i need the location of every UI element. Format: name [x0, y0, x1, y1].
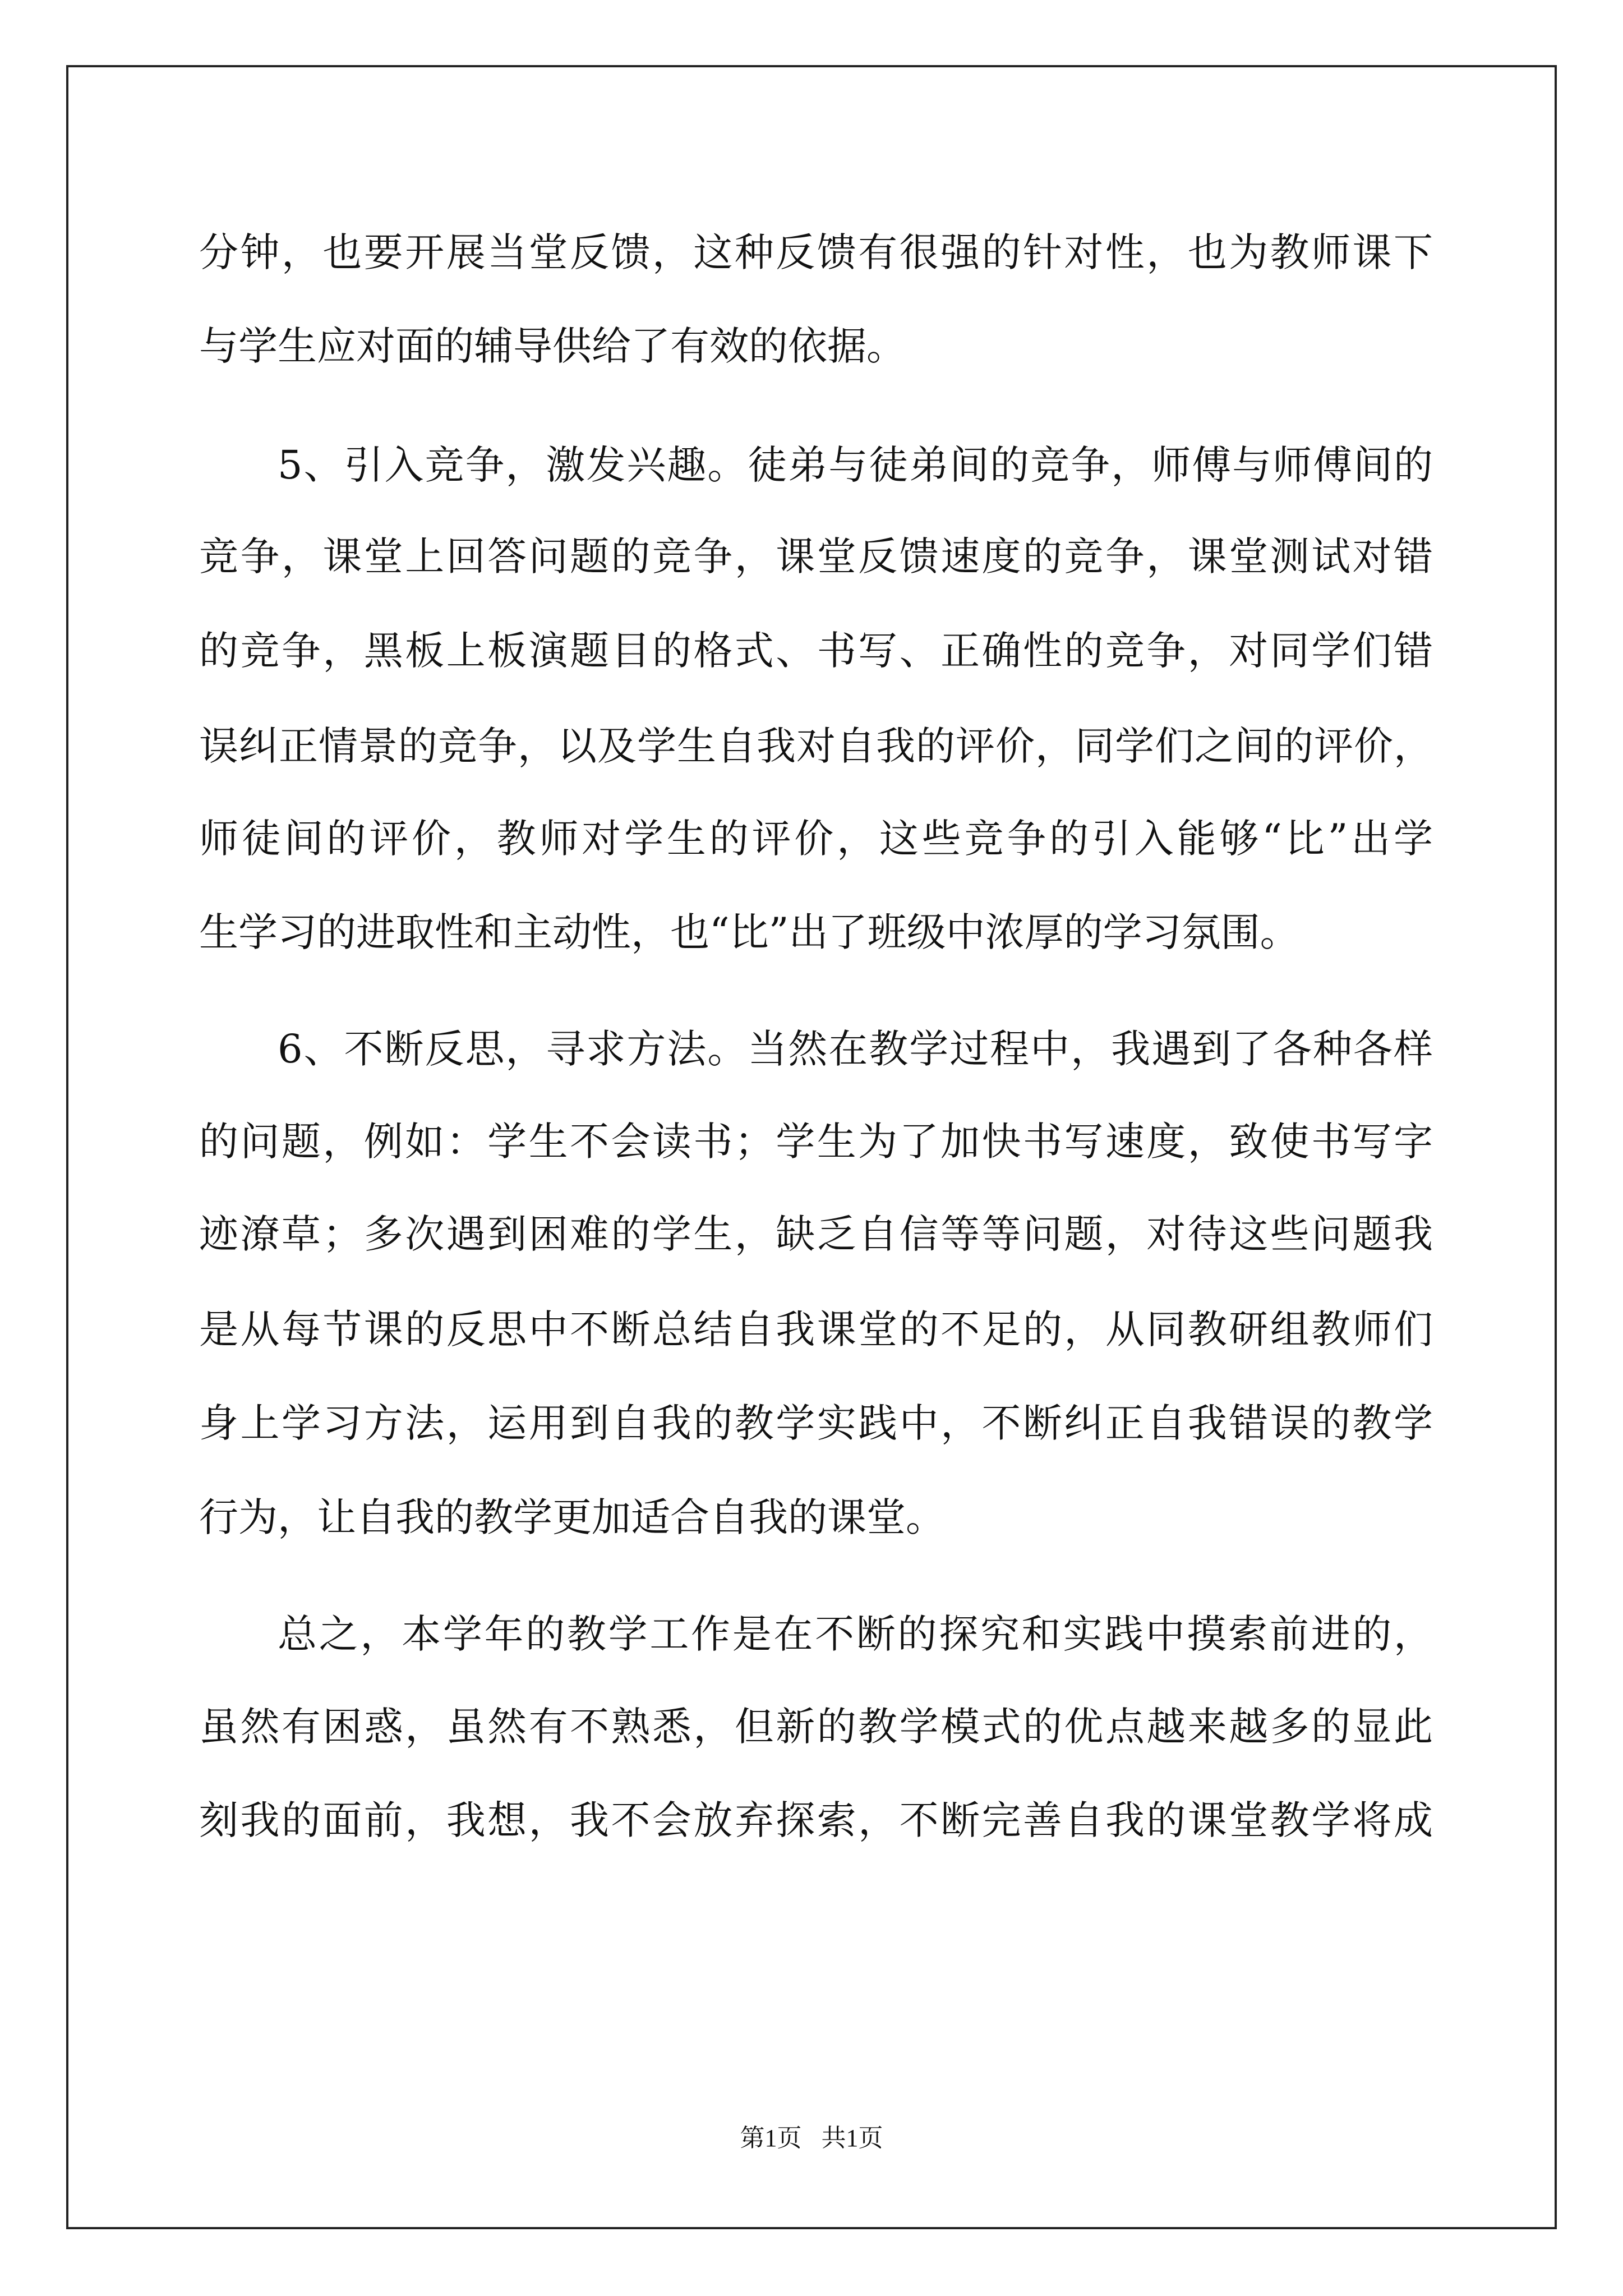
- text-line: 师徒间的评价，教师对学生的评价，这些竞争的引入能够“比”出学: [199, 816, 1433, 862]
- text-line: 的问题，例如：学生不会读书；学生为了加快书写速度，致使书写字: [199, 1119, 1433, 1165]
- text-line: 的竞争，黑板上板演题目的格式、书写、正确性的竞争，对同学们错: [199, 628, 1433, 674]
- text-line: 行为，让自我的教学更加适合自我的课堂。: [199, 1494, 945, 1540]
- text-line: 与学生应对面的辅导供给了有效的依据。: [199, 323, 906, 369]
- text-line: 虽然有困惑，虽然有不熟悉，但新的教学模式的优点越来越多的显此: [199, 1704, 1433, 1750]
- text-line: 是从每节课的反思中不断总结自我课堂的不足的，从同教研组教师们: [199, 1306, 1433, 1352]
- text-line: 迹潦草；多次遇到困难的学生，缺乏自信等等问题，对待这些问题我: [199, 1211, 1433, 1257]
- paragraph-start-line: 6、不断反思，寻求方法。当然在教学过程中，我遇到了各种各样: [278, 1026, 1433, 1072]
- page-total: 共1页: [821, 2124, 883, 2152]
- text-line: 身上学习方法，运用到自我的教学实践中，不断纠正自我错误的教学: [199, 1400, 1433, 1446]
- text-line: 竞争，课堂上回答问题的竞争，课堂反馈速度的竞争，课堂测试对错: [199, 533, 1433, 579]
- text-line: 误纠正情景的竞争，以及学生自我对自我的评价，同学们之间的评价，: [199, 723, 1433, 769]
- text-line: 分钟，也要开展当堂反馈，这种反馈有很强的针对性，也为教师课下: [199, 229, 1433, 275]
- text-line: 刻我的面前，我想，我不会放弃探索，不断完善自我的课堂教学将成: [199, 1797, 1433, 1843]
- page-footer: [0, 2122, 1623, 2155]
- paragraph-start-line: 总之，本学年的教学工作是在不断的探究和实践中摸索前进的，: [278, 1611, 1433, 1657]
- page-number: 第1页: [740, 2124, 802, 2152]
- paragraph-start-line: 5、引入竞争，激发兴趣。徒弟与徒弟间的竞争，师傅与师傅间的: [278, 442, 1433, 488]
- text-line: 生学习的进取性和主动性，也“比”出了班级中浓厚的学习氛围。: [199, 909, 1299, 955]
